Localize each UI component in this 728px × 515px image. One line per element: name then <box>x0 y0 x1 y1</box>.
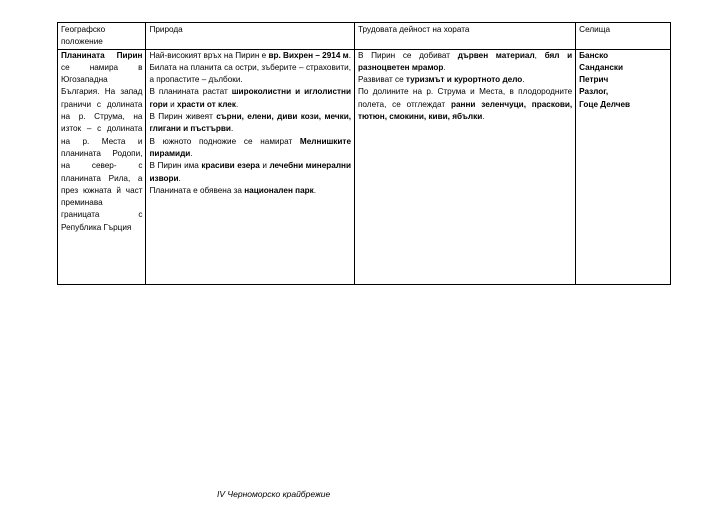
labor-line <box>358 74 572 86</box>
nature-line <box>149 185 351 197</box>
labor-line <box>358 86 572 123</box>
settlements-cell <box>576 49 671 284</box>
nature-text: . <box>190 148 193 158</box>
settlement-name: Гоце Делчев <box>579 99 631 109</box>
nature-bold: Мелнишките пирамиди <box>149 136 351 158</box>
geo-text: се намира в Югозападна България. На запад граничи с долината на р. Струма, на изток – с долината на р. Места и планината Родопи, на север- с планината Рила, а през южната й част преминава границата с Република Гърция <box>61 62 143 232</box>
nature-line <box>149 86 351 111</box>
nature-text: . <box>235 99 239 109</box>
labor-text: . <box>522 75 525 85</box>
nature-text: Планината е обявена за <box>149 185 245 195</box>
section-heading: IV Черноморско крайбрежие <box>217 489 331 499</box>
settlement-name: Петрич <box>579 75 609 85</box>
nature-text: В южното подножие се намират <box>149 136 300 146</box>
labor-text: . <box>482 112 485 122</box>
nature-text: и <box>167 99 177 109</box>
header-geo-position: Географско положение <box>58 23 146 50</box>
settlement-name: Банско <box>579 50 609 60</box>
region-table <box>57 22 671 285</box>
labor-bold: ранни зеленчуци, праскови, тютюн, смокини, киви, ябълки <box>358 99 573 122</box>
nature-bold: национален парк <box>244 185 314 195</box>
table-row <box>58 49 671 284</box>
nature-bold: вр. Вихрен – 2914 м <box>268 50 349 60</box>
nature-bold: лечебни минерални извори <box>149 161 351 183</box>
nature-bold: широколистни и иглолистни гори <box>149 87 351 109</box>
header-nature: Природа <box>146 23 355 50</box>
header-labor: Трудовата дейност на хората <box>355 23 576 50</box>
labor-text: По долините на р. Струма и Места, в плодородните полета, се отглеждат <box>358 87 573 109</box>
nature-text: . <box>178 173 181 183</box>
labor-cell <box>355 49 576 284</box>
nature-bold: храсти от клек <box>176 99 236 109</box>
labor-text: В Пирин се добиват <box>358 50 458 60</box>
labor-line <box>358 50 572 75</box>
nature-text: В Пирин има <box>149 161 202 171</box>
nature-text: . Билата на планита са остри, зъберите – страховити, а пропастите – дълбоки. <box>149 50 351 85</box>
table-header-row <box>58 23 671 50</box>
nature-line <box>149 111 351 136</box>
nature-bold: сърни, елени, диви кози, мечки, глигани и пъстърви <box>149 112 352 134</box>
nature-text: . <box>313 185 317 195</box>
nature-line <box>149 50 351 87</box>
nature-text: В планината растат <box>149 87 232 97</box>
nature-text: Най-високият връх на Пирин е <box>149 50 269 60</box>
labor-bold: бял и разноцветен мрамор <box>358 50 573 72</box>
labor-bold: туризмът и курортното дело <box>405 75 523 85</box>
nature-bold: красиви езера <box>201 161 260 171</box>
geo-title: Планината Пирин <box>61 50 143 60</box>
labor-text: . <box>443 62 446 72</box>
nature-text: . <box>230 124 234 134</box>
header-settlements: Селища <box>576 23 671 50</box>
labor-text: , <box>534 50 545 60</box>
geo-cell <box>58 49 146 284</box>
nature-cell <box>146 49 355 284</box>
settlement-name: Сандански <box>579 62 624 72</box>
nature-line <box>149 136 351 161</box>
settlement-name: Разлог, <box>579 87 609 97</box>
nature-line <box>149 160 351 185</box>
labor-text: Развиват се <box>358 75 406 85</box>
nature-text: и <box>259 161 270 171</box>
nature-text: В Пирин живеят <box>149 112 217 122</box>
labor-bold: дървен материал <box>457 50 535 60</box>
